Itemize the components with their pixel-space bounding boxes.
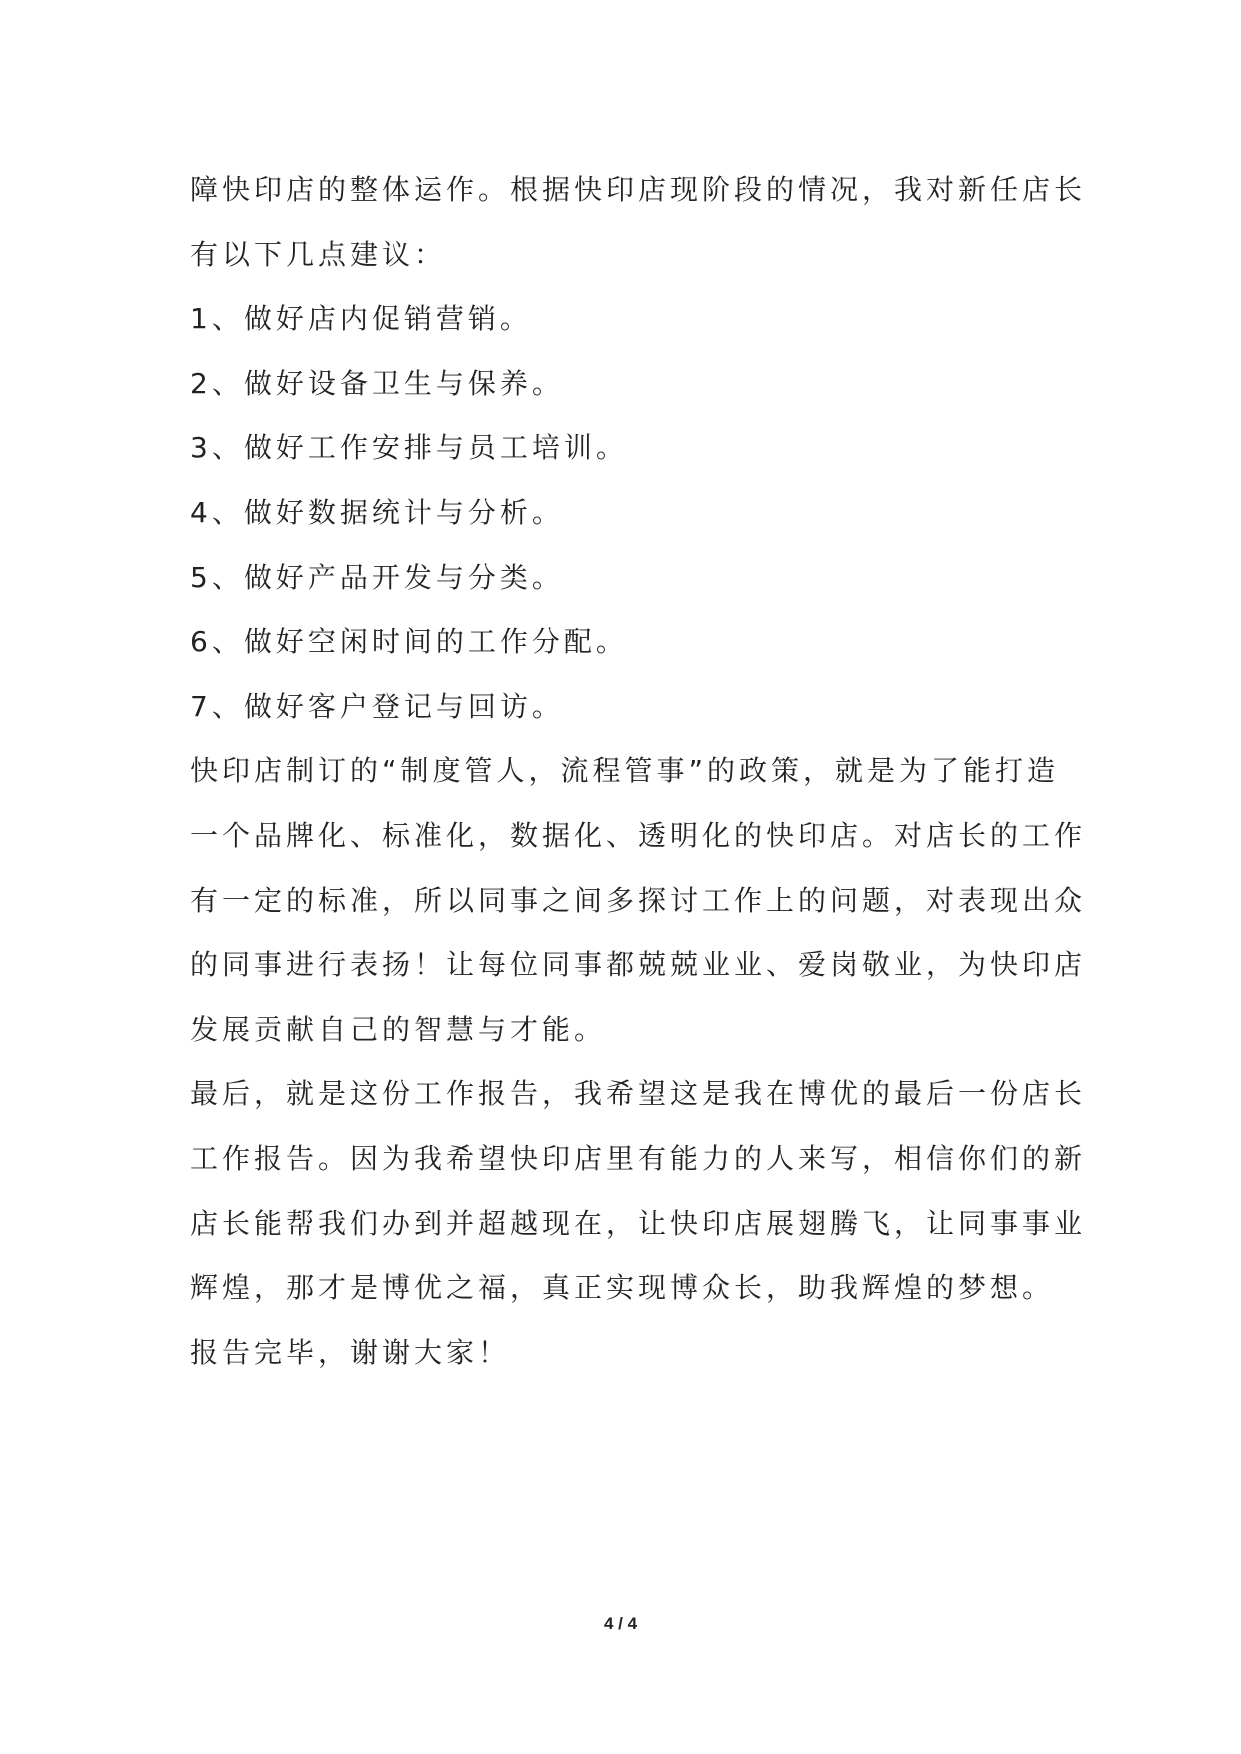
text-line: 有以下几点建议： xyxy=(190,237,447,271)
list-item: 6、做好空闲时间的工作分配。 xyxy=(190,625,628,659)
text-line: 发展贡献自己的智慧与才能。 xyxy=(190,1012,607,1046)
list-item: 7、做好客户登记与回访。 xyxy=(190,689,564,723)
text-line: 店长能帮我们办到并超越现在，让快印店展翅腾飞，让同事事业 xyxy=(190,1206,1087,1240)
text-line: 有一定的标准，所以同事之间多探讨工作上的问题，对表现出众 xyxy=(190,883,1087,917)
text-line: 一个品牌化、标准化，数据化、透明化的快印店。对店长的工作 xyxy=(190,818,1087,852)
text-line: 工作报告。因为我希望快印店里有能力的人来写，相信你们的新 xyxy=(190,1141,1087,1175)
list-item: 4、做好数据统计与分析。 xyxy=(190,495,564,529)
text-line: 快印店制订的“制度管人，流程管事”的政策，就是为了能打造 xyxy=(190,754,1060,788)
list-item: 5、做好产品开发与分类。 xyxy=(190,560,564,594)
page-number: 4 / 4 xyxy=(603,1614,638,1633)
list-item: 1、做好店内促销营销。 xyxy=(190,302,532,336)
list-item: 3、做好工作安排与员工培训。 xyxy=(190,431,628,465)
text-line: 障快印店的整体运作。根据快印店现阶段的情况，我对新任店长 xyxy=(190,173,1087,206)
document-body xyxy=(190,158,1087,1385)
list-item: 2、做好设备卫生与保养。 xyxy=(190,366,564,400)
text-line: 的同事进行表扬！让每位同事都兢兢业业、爱岗敬业，为快印店 xyxy=(190,948,1087,982)
text-line: 最后，就是这份工作报告，我希望这是我在博优的最后一份店长 xyxy=(190,1077,1087,1111)
text-line: 报告完毕，谢谢大家！ xyxy=(190,1335,511,1369)
text-line: 辉煌，那才是博优之福，真正实现博众长，助我辉煌的梦想。 xyxy=(190,1271,1055,1305)
